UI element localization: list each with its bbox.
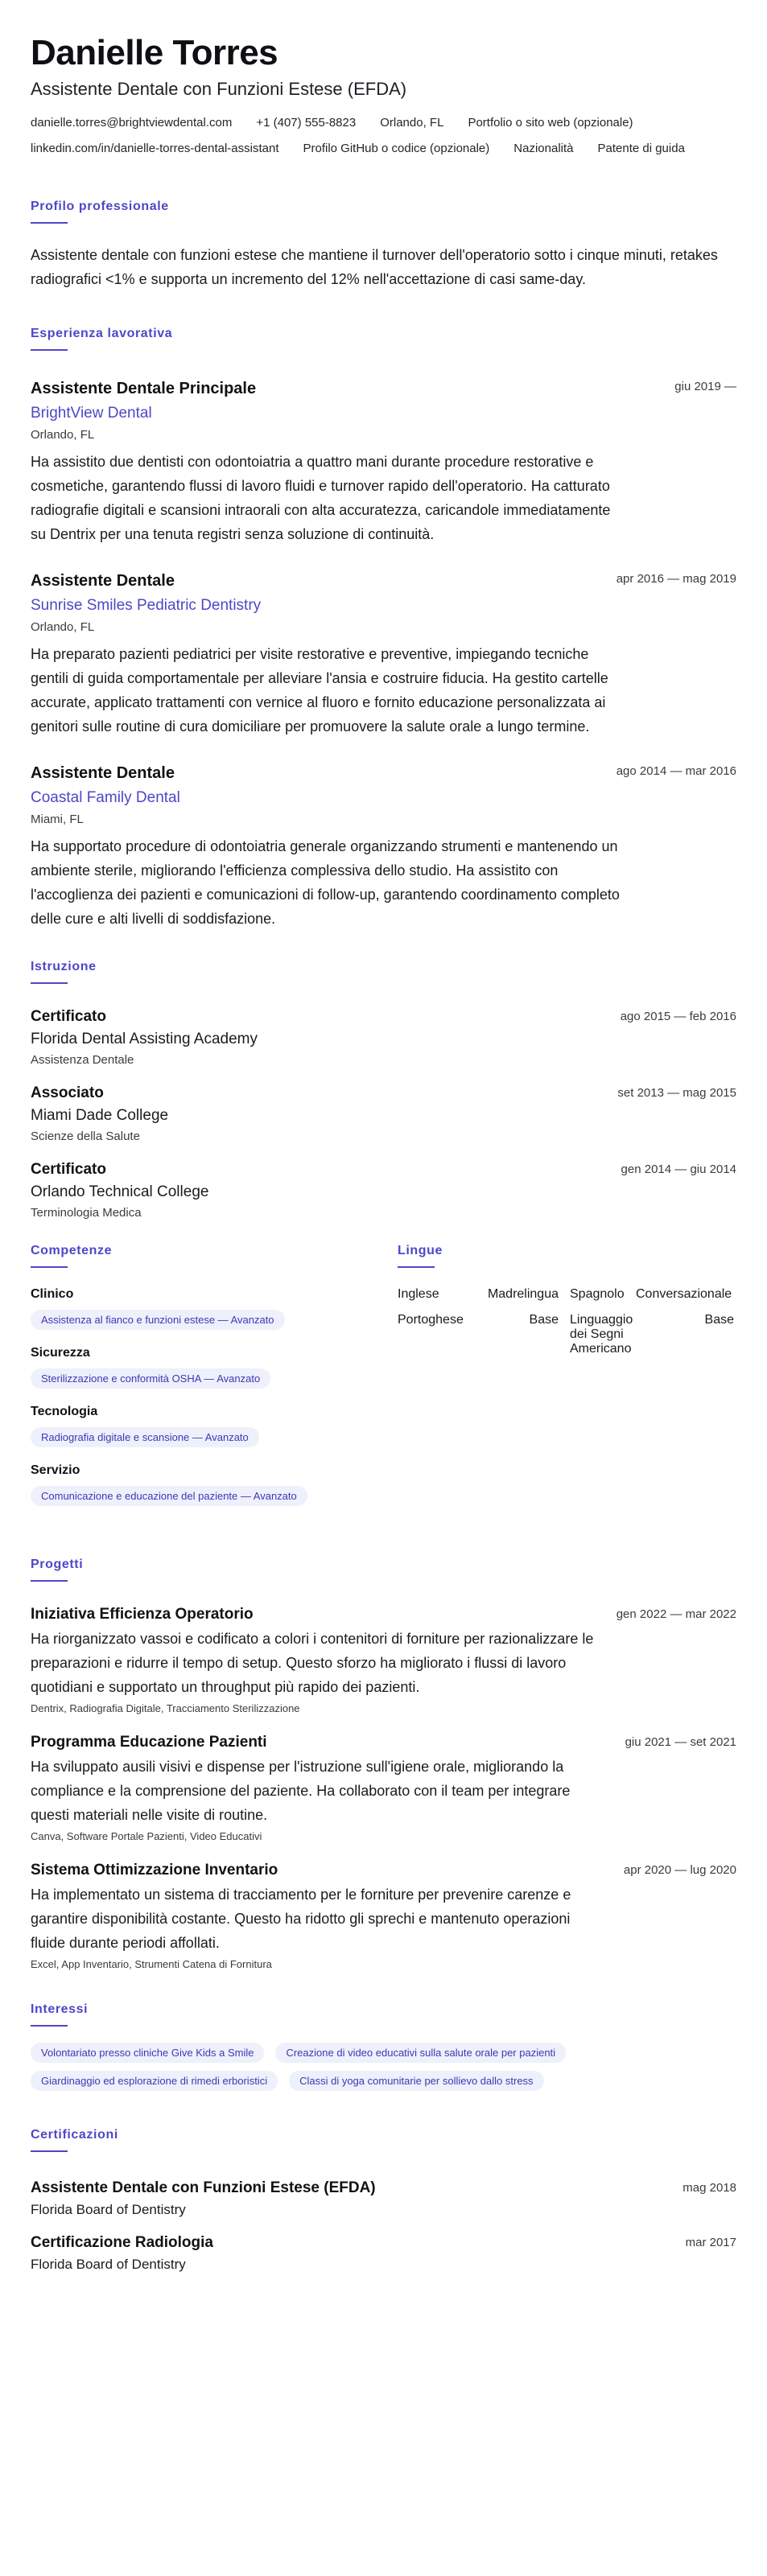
certification-title: Certificazione Radiologia [31, 2234, 213, 2251]
project-entry [31, 1606, 736, 1714]
education-entry [31, 1008, 736, 1067]
contact-license: Patente di guida [597, 142, 685, 155]
contact-location: Orlando, FL [380, 116, 444, 130]
skill-chip: Radiografia digitale e scansione — Avanzato [31, 1427, 259, 1447]
education-field: Scienze della Salute [31, 1130, 140, 1143]
education-school: Miami Dade College [31, 1107, 169, 1124]
experience-location: Orlando, FL [31, 428, 95, 442]
project-date: apr 2020 — lug 2020 [623, 1863, 736, 1877]
section-divider [31, 1580, 68, 1582]
certification-entry [31, 2234, 736, 2273]
section-title: Certificazioni [31, 2128, 118, 2142]
experience-entry [31, 763, 736, 931]
resume-header [31, 32, 736, 158]
interest-chip: Creazione di video educativi sulla salute orale per pazienti [275, 2043, 566, 2063]
skill-chip: Assistenza al fianco e funzioni estese — Avanzato [31, 1310, 285, 1330]
project-title: Iniziativa Efficienza Operatorio [31, 1606, 254, 1623]
section-divider [31, 222, 68, 224]
experience-company: BrightView Dental [31, 405, 152, 422]
language-level: Base [529, 1313, 559, 1327]
contact-phone[interactable]: +1 (407) 555-8823 [256, 116, 357, 130]
education-school: Florida Dental Assisting Academy [31, 1031, 258, 1047]
skill-chip: Sterilizzazione e conformità OSHA — Avanzato [31, 1368, 270, 1389]
section-title: Interessi [31, 2002, 89, 2016]
project-entry [31, 1862, 736, 1970]
project-date: gen 2022 — mar 2022 [616, 1607, 736, 1621]
education-field: Assistenza Dentale [31, 1053, 134, 1067]
section-divider [31, 2025, 68, 2027]
education-date: set 2013 — mag 2015 [617, 1086, 736, 1100]
contact-list [31, 114, 736, 158]
language-level: Conversazionale [636, 1287, 732, 1301]
certification-issuer: Florida Board of Dentistry [31, 2257, 186, 2272]
project-title: Programma Educazione Pazienti [31, 1734, 267, 1751]
experience-title: Assistente Dentale Principale [31, 380, 257, 397]
skill-group-name: Clinico [31, 1287, 74, 1301]
education-school: Orlando Technical College [31, 1183, 209, 1200]
certification-title: Assistente Dentale con Funzioni Estese (EFDA) [31, 2179, 376, 2196]
language-name: Linguaggio dei Segni Americano [570, 1313, 633, 1356]
project-entry [31, 1734, 736, 1842]
experience-description: Ha assistito due dentisti con odontoiatria a quattro mani durante procedure restorative e cosmetiche, garantendo flussi di lavoro fluidi e turnover rapido dell'operatorio. Ha catturato radiografie digitali e scansioni intraorali con alta accuratezza, caricandole immediatamente su Dentrix per una tenuta registri senza soluzione di continuità. [31, 454, 611, 542]
interest-list [31, 2035, 736, 2091]
skills-section [31, 1244, 398, 1522]
education-entry [31, 1084, 736, 1143]
project-tech: Dentrix, Radiografia Digitale, Tracciamento Sterilizzazione [31, 1702, 300, 1714]
candidate-name: Danielle Torres [31, 33, 278, 72]
contact-github[interactable]: Profilo GitHub o codice (opzionale) [303, 142, 490, 155]
skill-group [31, 1287, 398, 1330]
skill-chip: Comunicazione e educazione del paziente — Avanzato [31, 1486, 307, 1506]
experience-location: Orlando, FL [31, 620, 95, 634]
project-description: Ha sviluppato ausili visivi e dispense per l'istruzione sull'igiene orale, migliorando la compliance e la comprensione del paziente. Ha collaborato con il team per integrare questi materiali nelle visite di routine. [31, 1759, 571, 1823]
skill-group [31, 1463, 398, 1506]
education-section [31, 960, 736, 1220]
certifications-section [31, 2128, 736, 2273]
profile-summary: Assistente dentale con funzioni estese che mantiene il turnover dell'operatorio sotto i cinque minuti, retakes radiografici <1% e supporta un incremento del 12% nell'accettazione di casi same-day. [31, 247, 718, 287]
experience-title: Assistente Dentale [31, 572, 175, 590]
education-date: ago 2015 — feb 2016 [620, 1010, 736, 1023]
experience-description: Ha preparato pazienti pediatrici per visite restorative e preventive, impiegando tecniche gentili di guida comportamentale per alleviare l'ansia e costruire fiducia. Ha gestito cartelle accurate, applicato trattamenti con vernice al fluoro e fornito educazione personalizzata ai genitori sulle routine di cura domiciliare per promuovere la salute orale a lungo termine. [31, 646, 608, 735]
language-name: Spagnolo [570, 1287, 625, 1301]
contact-email[interactable]: danielle.torres@brightviewdental.com [31, 116, 233, 130]
section-title: Competenze [31, 1244, 113, 1257]
interest-chip: Giardinaggio ed esplorazione di rimedi erboristici [31, 2071, 278, 2091]
language-level: Base [704, 1313, 734, 1327]
experience-date: ago 2014 — mar 2016 [616, 764, 736, 778]
contact-nationality: Nazionalità [513, 142, 574, 155]
skill-group-name: Sicurezza [31, 1346, 90, 1360]
experience-company: Coastal Family Dental [31, 789, 180, 806]
project-date: giu 2021 — set 2021 [625, 1735, 736, 1749]
education-date: gen 2014 — giu 2014 [621, 1162, 736, 1176]
interests-section [31, 2002, 736, 2091]
skill-group-name: Servizio [31, 1463, 80, 1477]
skill-group-name: Tecnologia [31, 1405, 98, 1418]
certification-issuer: Florida Board of Dentistry [31, 2202, 186, 2217]
certification-entry [31, 2179, 736, 2218]
experience-section [31, 327, 736, 931]
skill-group [31, 1346, 398, 1389]
education-entry [31, 1161, 736, 1220]
interest-chip: Classi di yoga comunitarie per sollievo dallo stress [289, 2071, 543, 2091]
section-divider [31, 1266, 68, 1268]
education-degree: Certificato [31, 1008, 106, 1025]
section-divider [31, 2150, 68, 2152]
experience-title: Assistente Dentale [31, 764, 175, 782]
section-title: Profilo professionale [31, 200, 169, 213]
experience-date: apr 2016 — mag 2019 [616, 572, 736, 586]
language-level: Madrelingua [487, 1287, 559, 1301]
experience-company: Sunrise Smiles Pediatric Dentistry [31, 597, 262, 614]
interest-chip: Volontariato presso cliniche Give Kids a Smile [31, 2043, 264, 2063]
project-description: Ha riorganizzato vassoi e codificato a colori i contenitori di forniture per razionalizzare le preparazioni e ridurre il tempo di setup. Questo sforzo ha migliorato i flussi di lavoro quotidiani e supportato un throughput più rapido dei pazienti. [31, 1631, 594, 1695]
section-divider [31, 349, 68, 351]
projects-section [31, 1558, 736, 1970]
certification-date: mar 2017 [685, 2236, 736, 2249]
experience-location: Miami, FL [31, 813, 84, 826]
project-description: Ha implementato un sistema di tracciamento per le forniture per prevenire carenze e garantire disponibilità costante. Questo ha ridotto gli sprechi e mantenuto operazioni fluide durante periodi affollati. [31, 1887, 571, 1951]
section-title: Istruzione [31, 960, 97, 973]
section-title: Lingue [398, 1244, 443, 1257]
education-degree: Certificato [31, 1161, 106, 1178]
languages-section [398, 1244, 736, 1522]
language-list [398, 1287, 736, 1356]
contact-linkedin[interactable]: linkedin.com/in/danielle-torres-dental-assistant [31, 142, 279, 155]
contact-portfolio[interactable]: Portfolio o sito web (opzionale) [468, 116, 633, 130]
certification-date: mag 2018 [682, 2181, 736, 2195]
project-title: Sistema Ottimizzazione Inventario [31, 1862, 278, 1879]
candidate-role: Assistente Dentale con Funzioni Estese (EFDA) [31, 79, 407, 99]
language-name: Inglese [398, 1287, 439, 1301]
project-tech: Excel, App Inventario, Strumenti Catena di Fornitura [31, 1958, 272, 1970]
profile-section [31, 200, 736, 291]
education-degree: Associato [31, 1084, 104, 1101]
section-divider [31, 982, 68, 984]
language-name: Portoghese [398, 1313, 464, 1327]
section-title: Progetti [31, 1558, 84, 1571]
experience-date: giu 2019 — [674, 380, 736, 393]
experience-description: Ha supportato procedure di odontoiatria generale organizzando strumenti e mantenendo un ambiente sterile, migliorando l'efficienza complessiva dello studio. Ha assistito con l'accoglienza dei pazienti e comunicazioni di follow-up, garantendo coordinamento completo delle cure e alti livelli di soddisfazione. [31, 838, 620, 927]
project-tech: Canva, Software Portale Pazienti, Video Educativi [31, 1830, 262, 1842]
section-divider [398, 1266, 435, 1268]
experience-entry [31, 378, 736, 546]
experience-entry [31, 570, 736, 739]
skills-languages-row [31, 1244, 736, 1522]
skill-group [31, 1405, 398, 1447]
education-field: Terminologia Medica [31, 1206, 142, 1220]
section-title: Esperienza lavorativa [31, 327, 173, 340]
